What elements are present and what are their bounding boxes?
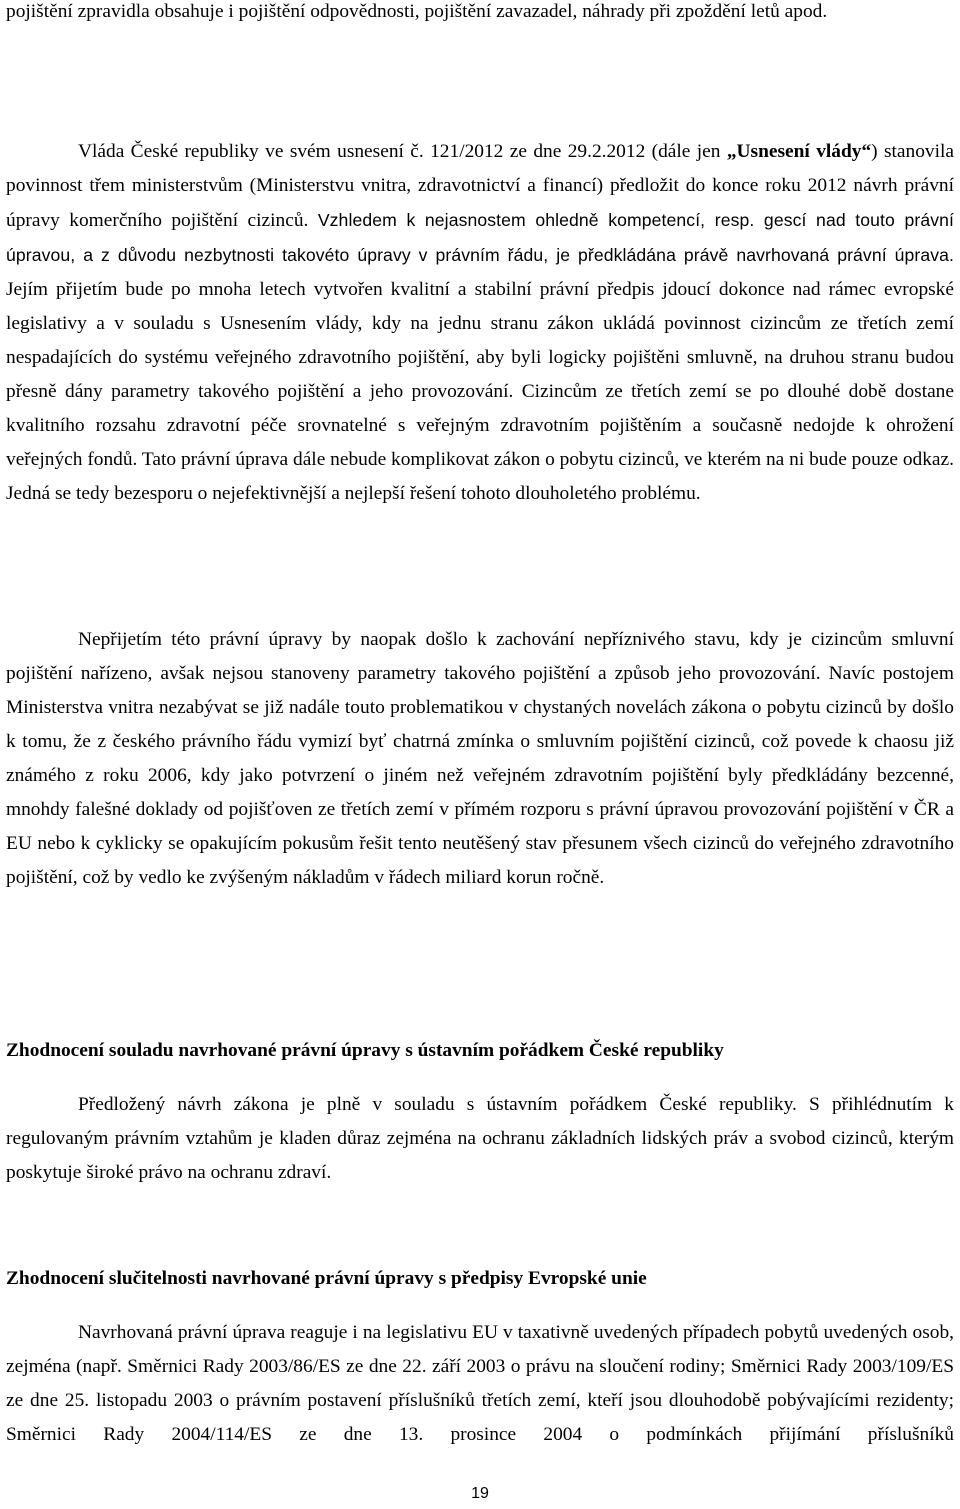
paragraph-intro: pojištění zpravidla obsahuje i pojištění odpovědnosti, pojištění zavazadel, náhrady při zpoždění letů apod. — [6, 1, 828, 22]
paragraph-non-adoption: Nepřijetím této právní úpravy by naopak došlo k zachování nepříznivého stavu, kdy je cizincům smluvní pojištění nařízeno, avšak nejsou stanoveny parametry takového pojištění a způsob jeho provozování. Navíc postojem Ministerstva vnitra nezabývat se již nadále touto problematikou v chystaných novelách zákona o pobytu cizinců by došlo k tomu, že z českého právního řádu vymizí byť chatrná zmínka o smluvním pojištění cizinců, což povede k chaosu již známého z roku 2006, kdy jako potvrzení o jiném než veřejném zdravotním pojištění byly předkládány bezcenné, mnohdy falešné doklady od pojišťoven ze třetích zemí v přímém rozporu s právní úpravou provozování pojištění v ČR a EU nebo k cyklicky se opakujícím pokusům řešit tento neutěšený stav přesunem všech cizinců do veřejného zdravotního pojištění, což by vedlo ke zvýšeným nákladům v řádech miliard korun ročně. — [6, 629, 954, 888]
paragraph-government-resolution-sans: Vzhledem k nejasnostem ohledně kompetencí, resp. gescí nad touto právní úpravou, a z důvodu nezbytnosti takovéto úpravy v právním řádu, je předkládána právě navrhovaná právní úprava. — [6, 210, 954, 265]
usneseni-vlady-term: „Usnesení vlády“ — [726, 141, 872, 162]
page-number: 19 — [471, 1485, 489, 1502]
paragraph-eu-compatibility: Navrhovaná právní úprava reaguje i na legislativu EU v taxativně uvedených případech pobytů uvedených osob, zejména (např. Směrnici Rady 2003/86/ES ze dne 22. září 2003 o právu na sloučení rodiny; Směrnici Rady 2003/109/ES ze dne 25. listopadu 2003 o právním postavení příslušníků třetích zemí, kteří jsou dlouhodobě pobývajícími rezidenty; Směrnici Rady 2004/114/ES ze dne 13. prosince 2004 o podmínkách přijímání příslušníků — [6, 1322, 954, 1445]
heading-eu-compatibility: Zhodnocení slučitelnosti navrhované právní úpravy s předpisy Evropské unie — [6, 1268, 647, 1289]
heading-constitutional-compliance: Zhodnocení souladu navrhované právní úpravy s ústavním pořádkem České republiky — [6, 1040, 724, 1061]
paragraph-government-resolution — [6, 135, 954, 511]
paragraph-government-resolution-part1: Vláda České republiky ve svém usnesení č. 121/2012 ze dne 29.2.2012 (dále jen — [78, 141, 727, 162]
paragraph-government-resolution-part3: Jejím přijetím bude po mnoha letech vytvořen kvalitní a stabilní právní předpis jdoucí dokonce nad rámec evropské legislativy a v souladu s Usnesením vlády, kdy na jednu stranu zákon ukládá povinnost cizincům ze třetích zemí nespadajících do systému veřejného zdravotního pojištění, aby byli logicky pojištěni smluvně, na druhou stranu budou přesně dány parametry takového pojištění a jeho provozování. Cizincům ze třetích zemí se po dlouhé době dostane kvalitního rozsahu zdravotní péče srovnatelné s veřejným zdravotním pojištěním a současně nedojde k ohrožení veřejných fondů. Tato právní úprava dále nebude komplikovat zákon o pobytu cizinců, ve kterém na ni bude pouze odkaz. Jedná se tedy bezesporu o nejefektivnější a nejlepší řešení tohoto dlouholetého problému. — [6, 279, 954, 504]
paragraph-constitutional-compliance: Předložený návrh zákona je plně v souladu s ústavním pořádkem České republiky. S přihlédnutím k regulovaným právním vztahům je kladen důraz zejména na ochranu základních lidských práv a svobod cizinců, kterým poskytuje široké právo na ochranu zdraví. — [6, 1094, 954, 1183]
paragraph-government-resolution-part2: ) stanovila povinnost třem ministerstvům (Ministerstvu vnitra, zdravotnictví a financí) předložit do konce roku 2012 návrh právní úpravy komerčního pojištění cizinců. — [6, 141, 954, 231]
